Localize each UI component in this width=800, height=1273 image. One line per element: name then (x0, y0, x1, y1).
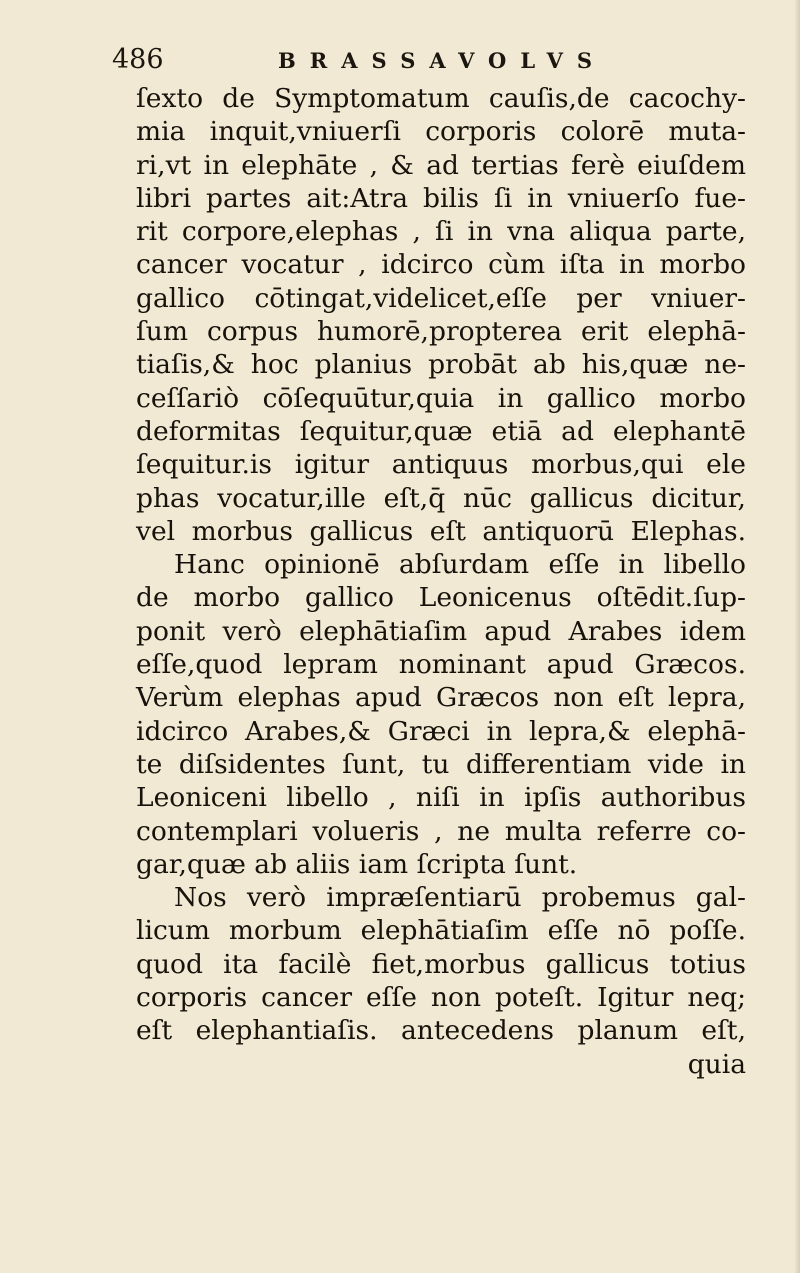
text-line: idcirco Arabes,& Græci in lepra,& elephā- (136, 715, 746, 747)
text-line: deformitas ſequitur,quæ etiā ad elephantē (136, 415, 746, 447)
text-line: ri,vt in elephāte , & ad tertias ferè eiuſdem (136, 149, 746, 181)
running-head: BRASSAVOLVS (278, 48, 607, 73)
text-line: ponit verò elephātiaſim apud Arabes idem (136, 615, 746, 647)
text-line: eſt elephantiaſis. antecedens planum eſt, (136, 1015, 746, 1047)
text-line: ceſſariò cōſequūtur,quia in gallico morbo (136, 382, 746, 414)
page-number: 486 (112, 44, 164, 75)
paragraph-end-line: gar,quæ ab aliis iam ſcripta ſunt. (136, 848, 578, 880)
text-line: vel morbus gallicus eſt antiquorū Elephas. (136, 515, 746, 547)
text-line: Verùm elephas apud Græcos non eſt lepra, (136, 682, 746, 714)
text-line: te diſsidentes ſunt, tu differentiam vide in (136, 748, 746, 780)
text-line: eſſe,quod lepram nominant apud Græcos. (136, 649, 746, 681)
catchword: quia (687, 1048, 746, 1080)
page-header (112, 44, 732, 84)
text-line: ſum corpus humorē,propterea erit elephā- (136, 316, 746, 348)
paragraph-start-line: Nos verò impræſentiarū probemus gal- (174, 882, 746, 914)
text-line: ſexto de Symptomatum cauſis,de cacochy- (136, 83, 746, 114)
page-edge-shadow (794, 0, 800, 1273)
text-line: cancer vocatur , idcirco cùm iſta in morbo (136, 249, 746, 281)
text-line: corporis cancer eſſe non poteſt. Igitur neq; (136, 982, 746, 1014)
paragraph-start-line: Hanc opinionē abſurdam eſſe in libello (174, 549, 746, 581)
text-line: contemplari volueris , ne multa referre co- (136, 815, 746, 847)
text-line: quod ita facilè fiet,morbus gallicus totius (136, 948, 746, 980)
text-line: ſequitur.is igitur antiquus morbus,qui ele (136, 449, 746, 481)
text-line: licum morbum elephātiaſim eſſe nō poſſe. (136, 915, 746, 947)
text-line: rit corpore,elephas , ſi in vna aliqua parte, (136, 216, 746, 248)
body-text (136, 82, 746, 1081)
text-line: tiaſis,& hoc planius probāt ab his,quæ ne- (136, 349, 746, 381)
text-line: mia inquit,vniuerſi corporis colorē muta- (136, 116, 746, 148)
text-line: phas vocatur,ille eſt,q̄ nūc gallicus dicitur, (136, 482, 746, 514)
text-line: libri partes ait:Atra bilis ſi in vniuerſo fue- (136, 182, 746, 214)
text-line: Leoniceni libello , niſi in ipſis authoribus (136, 782, 746, 814)
text-line: de morbo gallico Leonicenus oſtēdit.ſup- (136, 582, 746, 614)
text-line: gallico cōtingat,videlicet,eſſe per vniuer- (136, 282, 746, 314)
